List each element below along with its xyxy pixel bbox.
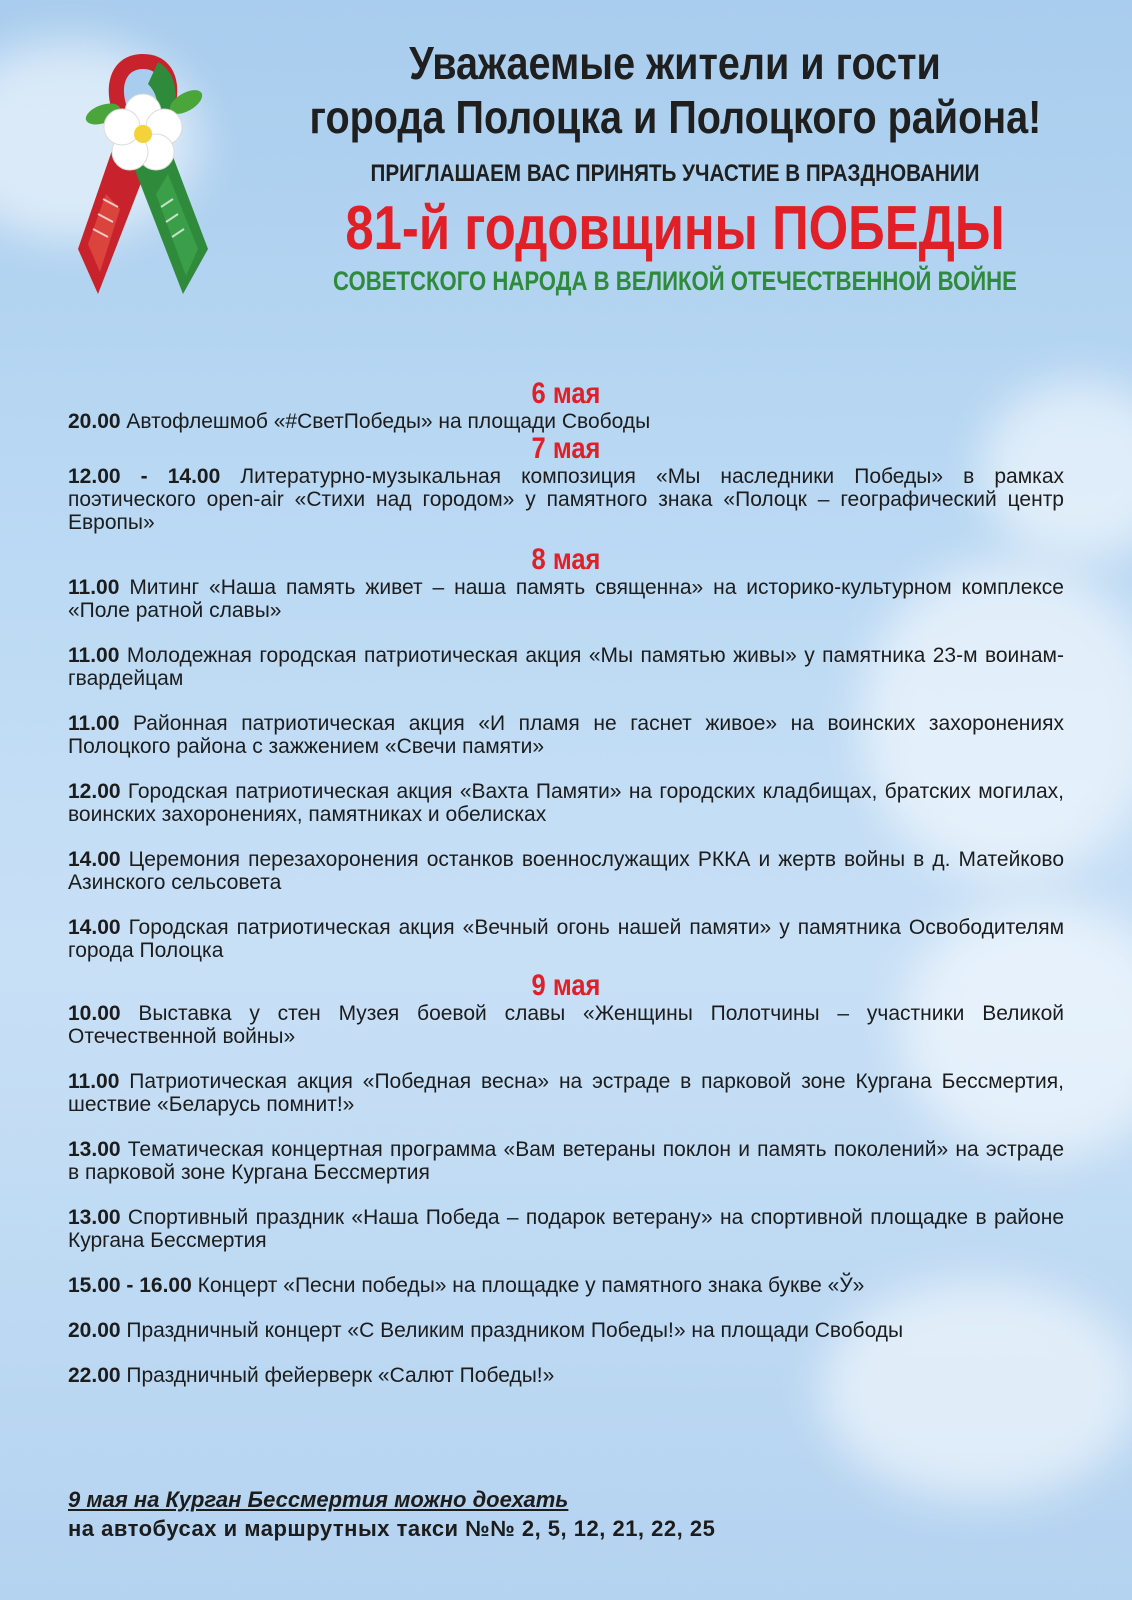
event-program (68, 378, 1064, 1387)
event-time: 14.00 (68, 848, 121, 871)
event-time: 12.00 (68, 780, 121, 803)
event-item (68, 1274, 1064, 1297)
event-text: Тематическая концертная программа «Вам ветераны поклон и память поколений» на эстраде в парковой зоне Кургана Бессмертия (68, 1138, 1064, 1184)
event-text: Городская патриотическая акция «Вахта Памяти» на городских кладбищах, братских могилах, воинских захоронениях, памятниках и обелисках (68, 780, 1064, 826)
event-item (68, 465, 1064, 534)
event-item (68, 1002, 1064, 1048)
event-text: Автофлешмоб «#СветПобеды» на площади Свободы (126, 410, 651, 433)
transport-note-routes: на автобусах и маршрутных такси №№ 2, 5, 12, 21, 22, 25 (68, 1516, 716, 1541)
event-item (68, 410, 1064, 433)
invite-line: ПРИГЛАШАЕМ ВАС ПРИНЯТЬ УЧАСТИЕ В ПРАЗДНОВАНИИ (370, 160, 980, 187)
event-time: 14.00 (68, 916, 121, 939)
event-text: Городская патриотическая акция «Вечный огонь нашей памяти» у памятника Освободителям города Полоцка (68, 916, 1065, 962)
day-title: 7 мая (531, 432, 601, 465)
event-time: 11.00 (68, 644, 120, 667)
event-item (68, 1319, 1064, 1342)
event-time: 11.00 (68, 576, 120, 599)
victory-ribbon-icon (58, 44, 226, 314)
event-text: Митинг «Наша память живет – наша память священна» на историко-культурном комплексе «Поле ратной славы» (68, 576, 1064, 622)
day-title: 9 мая (531, 969, 601, 1002)
event-text: Молодежная городская патриотическая акция «Мы памятью живы» у памятника 23-м воинам-гвардейцам (68, 644, 1064, 690)
event-time: 11.00 (68, 1070, 120, 1093)
event-item (68, 780, 1064, 826)
event-text: Церемония перезахоронения останков военнослужащих РККА и жертв войны в д. Матейково Азинского сельсовета (68, 848, 1065, 894)
day-title: 6 мая (531, 377, 601, 410)
event-text: Праздничный фейерверк «Салют Победы!» (126, 1364, 555, 1387)
event-item (68, 848, 1064, 894)
greeting-line-1: Уважаемые жители и гости (409, 37, 941, 89)
transport-note-title: 9 мая на Курган Бессмертия можно доехать (68, 1487, 569, 1512)
anniversary-subtitle: СОВЕТСКОГО НАРОДА В ВЕЛИКОЙ ОТЕЧЕСТВЕННОЙ ВОЙНЕ (333, 266, 1017, 296)
event-item (68, 1364, 1064, 1387)
event-time: 10.00 (68, 1002, 121, 1025)
event-time: 22.00 (68, 1364, 121, 1387)
event-item (68, 1206, 1064, 1252)
event-item (68, 712, 1064, 758)
event-text: Спортивный праздник «Наша Победа – подарок ветерану» на спортивной площадке в районе Кургана Бессмертия (68, 1206, 1064, 1252)
event-time: 15.00 - 16.00 (68, 1274, 192, 1297)
transport-note (68, 1486, 1064, 1544)
event-item (68, 644, 1064, 690)
event-time: 12.00 - 14.00 (68, 465, 221, 488)
event-text: Выставка у стен Музея боевой славы «Женщины Полотчины – участники Великой Отечественной войны» (68, 1002, 1064, 1048)
greeting-line-2: города Полоцка и Полоцкого района! (309, 91, 1042, 143)
event-text: Праздничный концерт «С Великим праздником Победы!» на площади Свободы (126, 1319, 904, 1342)
event-text: Концерт «Песни победы» на площадке у памятного знака букве «Ў» (197, 1274, 865, 1297)
event-time: 20.00 (68, 410, 121, 433)
event-item (68, 1138, 1064, 1184)
event-item (68, 576, 1064, 622)
event-time: 20.00 (68, 1319, 121, 1342)
event-text: Районная патриотическая акция «И пламя не гаснет живое» на воинских захоронениях Полоцкого района с зажжением «Свечи памяти» (68, 712, 1064, 758)
invitation-header (250, 36, 1100, 297)
anniversary-title: 81-й годовщины ПОБЕДЫ (345, 194, 1005, 263)
event-time: 13.00 (68, 1138, 121, 1161)
day-title: 8 мая (531, 543, 601, 576)
event-text: Патриотическая акция «Победная весна» на эстраде в парковой зоне Кургана Бессмертия, шествие «Беларусь помнит!» (68, 1070, 1064, 1116)
event-time: 11.00 (68, 712, 120, 735)
event-item (68, 1070, 1064, 1116)
event-item (68, 916, 1064, 962)
event-time: 13.00 (68, 1206, 121, 1229)
event-text: Литературно-музыкальная композиция «Мы наследники Победы» в рамках поэтического open-air «Стихи над городом» у памятного знака «Полоцк – географический центр Европы» (68, 465, 1064, 534)
